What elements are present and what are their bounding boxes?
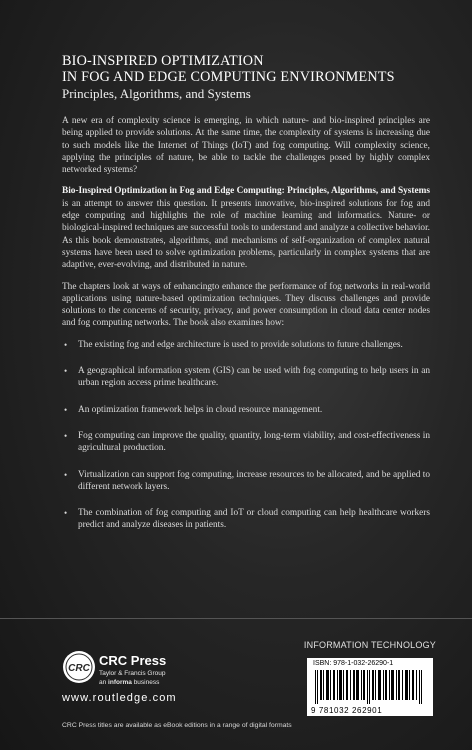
publisher-parent-prefix: an xyxy=(99,679,109,686)
book-subtitle: Principles, Algorithms, and Systems xyxy=(62,86,251,101)
list-item xyxy=(62,339,430,351)
bullet-text: A geographical information system (GIS) can be used with fog computing to help users in an urban region access prime healthcare. xyxy=(78,366,430,389)
publisher-parent xyxy=(99,679,159,686)
title-block xyxy=(62,53,452,102)
barcode-number: 9 781032 262901 xyxy=(311,706,383,715)
list-item xyxy=(62,430,430,455)
ebook-footnote: CRC Press titles are available as eBook editions in a range of digital formats xyxy=(62,722,292,729)
bullet-icon: • xyxy=(64,508,68,519)
list-item xyxy=(62,469,430,494)
bullet-text: An optimization framework helps in cloud resource management. xyxy=(78,404,323,415)
bullet-icon: • xyxy=(64,339,68,350)
bullet-list xyxy=(62,339,430,532)
blurb-paragraph-2 xyxy=(62,185,430,271)
blurb xyxy=(62,115,430,546)
blurb-book-title: Bio-Inspired Optimization in Fog and Edge Computing: Principles, Algorithms, and Systems xyxy=(62,186,430,197)
list-item xyxy=(62,365,430,390)
bullet-text: Fog computing can improve the quality, quantity, long-term viability, and cost-effectiveness in agricultural production. xyxy=(78,430,430,454)
barcode-bars-icon xyxy=(313,670,427,704)
publisher-name: CRC Press xyxy=(99,653,167,668)
bullet-icon: • xyxy=(64,404,68,415)
divider xyxy=(0,618,472,619)
bullet-text: The existing fog and edge architecture is used to provide solutions to future challenges. xyxy=(78,339,403,350)
blurb-paragraph-3: The chapters look at ways of enhancingto enhance the performance of fog networks in real-world applications using nature-based optimization techniques. They discuss challenges and provide solutions to the concerns of security, privacy, and power consumption in cloud data center nodes and fog computing networks. The book also examines how: xyxy=(62,281,430,329)
book-title-line-1: BIO-INSPIRED OPTIMIZATION xyxy=(62,53,264,69)
bullet-text: Virtualization can support fog computing, increase resources to be allocated, and be applied to different network layers. xyxy=(78,469,430,492)
list-item xyxy=(62,507,430,532)
book-title-line-2: IN FOG AND EDGE COMPUTING ENVIRONMENTS xyxy=(62,69,395,85)
publisher-group: Taylor & Francis Group xyxy=(99,670,166,677)
bullet-text: The combination of fog computing and IoT or cloud computing can help healthcare workers predict and analyze diseases in patients. xyxy=(78,508,430,531)
bullet-icon: • xyxy=(64,469,68,480)
list-item xyxy=(62,404,430,416)
barcode xyxy=(307,658,433,716)
subject-category: INFORMATION TECHNOLOGY xyxy=(303,640,436,650)
blurb-paragraph-1: A new era of complexity science is emerging, in which nature- and bio-inspired principles are being applied to provide solutions. At the same time, the complexity of systems is increasing due to such models like the Internet of Things (IoT) and fog computing. Will complexity science, applying the principles of nature, be able to tackle the challenges posed by highly complex networked systems? xyxy=(62,116,430,176)
logo-text: CRC xyxy=(68,663,90,674)
bullet-icon: • xyxy=(64,430,68,441)
blurb-paragraph-2-text: is an attempt to answer this question. It presents innovative, bio-inspired solutions for fog and edge computing and highlights the role of machine learning and informatics. Nature- or biological-inspired techniques are successful tools to understand and analyze a collective behavior. As this book demonstrates, algorithms, and mechanisms of self-organization of complex natural systems have been used to solve optimization problems, particularly in complex systems that are adaptive, ever-evolving, and distributed in nature. xyxy=(62,198,430,271)
isbn-label: ISBN: 978-1-032-26290-1 xyxy=(313,660,394,667)
crc-press-logo-icon xyxy=(62,650,96,684)
publisher-parent-suffix: business xyxy=(131,679,160,686)
publisher-website: www.routledge.com xyxy=(62,692,177,704)
bullet-icon: • xyxy=(64,366,68,377)
publisher-parent-bold: informa xyxy=(108,679,132,686)
